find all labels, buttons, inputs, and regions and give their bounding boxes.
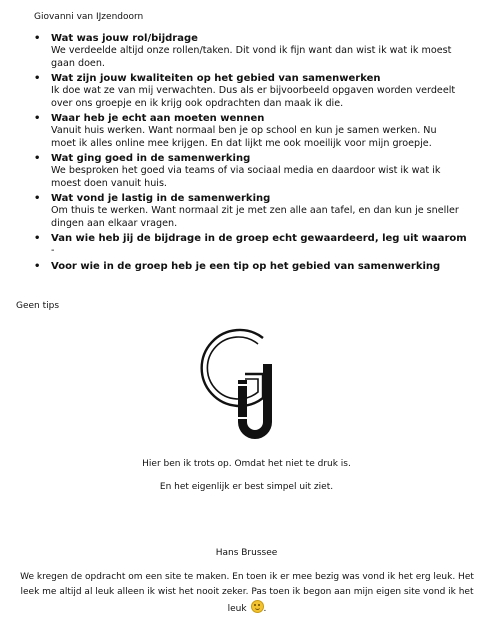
bullet-icon: • [34, 260, 41, 272]
tips-text: Geen tips [16, 301, 60, 311]
answer-text: - [51, 245, 55, 256]
answer-text: Ik doe wat ze van mij verwachten. Dus als er bijvoorbeeld opgaven worden verdeelt over ons groepje en ik krijg ook opdrachten dan maak ik die. [51, 85, 456, 109]
answer-text: We verdeelde altijd onze rollen/taken. Dit vond ik fijn want dan wist ik wat ik moest gaan doen. [51, 45, 452, 69]
question-text: Wat ging goed in de samenwerking [51, 153, 251, 164]
list-item [34, 261, 474, 273]
sentence-period: . [263, 604, 267, 614]
question-text: Wat zijn jouw kwaliteiten op het gebied van samenwerken [51, 73, 381, 84]
logo-caption-line-2: En het eigenlijk er best simpel uit ziet. [159, 482, 334, 492]
list-item [34, 193, 474, 230]
second-author-paragraph [18, 570, 476, 617]
second-author-name: Hans Brussee [215, 548, 278, 558]
bullet-icon: • [34, 193, 41, 204]
bullet-icon: • [34, 153, 41, 164]
question-text: Waar heb je echt aan moeten wennen [51, 113, 265, 124]
list-item [34, 73, 474, 110]
author-name: Giovanni van IJzendoorn [34, 12, 144, 22]
logo-caption-line-1: Hier ben ik trots op. Omdat het niet te druk is. [142, 459, 351, 469]
bullet-icon: • [34, 73, 41, 84]
question-list [34, 33, 474, 276]
bullet-icon: • [34, 233, 41, 244]
question-text: Voor wie in de groep heb je een tip op het gebied van samenwerking [51, 260, 441, 272]
question-text: Wat was jouw rol/bijdrage [51, 33, 198, 44]
bullet-icon: • [34, 33, 41, 44]
question-text: Van wie heb jij de bijdrage in de groep echt gewaardeerd, leg uit waarom [51, 233, 467, 244]
answer-text: Om thuis te werken. Want normaal zit je met zen alle aan tafel, en dan kun je sneller dingen aan elkaar vragen. [51, 205, 459, 229]
list-item [34, 153, 474, 190]
answer-text: We besproken het goed via teams of via sociaal media en daardoor wist ik wat ik moest doen vanuit huis. [51, 165, 441, 189]
gij-monogram-logo [195, 320, 295, 446]
second-author-text: We kregen de opdracht om een site te maken. En toen ik er mee bezig was vond ik het erg leuk. Het leek me altijd al leuk alleen ik wist het nooit zeker. Pas toen ik begon aan mijn eigen site vond ik het leuk [20, 572, 474, 614]
list-item [34, 33, 474, 70]
smiley-face-icon [251, 600, 264, 613]
list-item [34, 233, 474, 258]
list-item [34, 113, 474, 150]
answer-text: Vanuit huis werken. Want normaal ben je op school en kun je samen werken. Nu moet ik alles online mee krijgen. En dat lijkt me ook moeilijk voor mijn groepje. [51, 125, 437, 149]
bullet-icon: • [34, 113, 41, 124]
question-text: Wat vond je lastig in de samenwerking [51, 193, 271, 204]
